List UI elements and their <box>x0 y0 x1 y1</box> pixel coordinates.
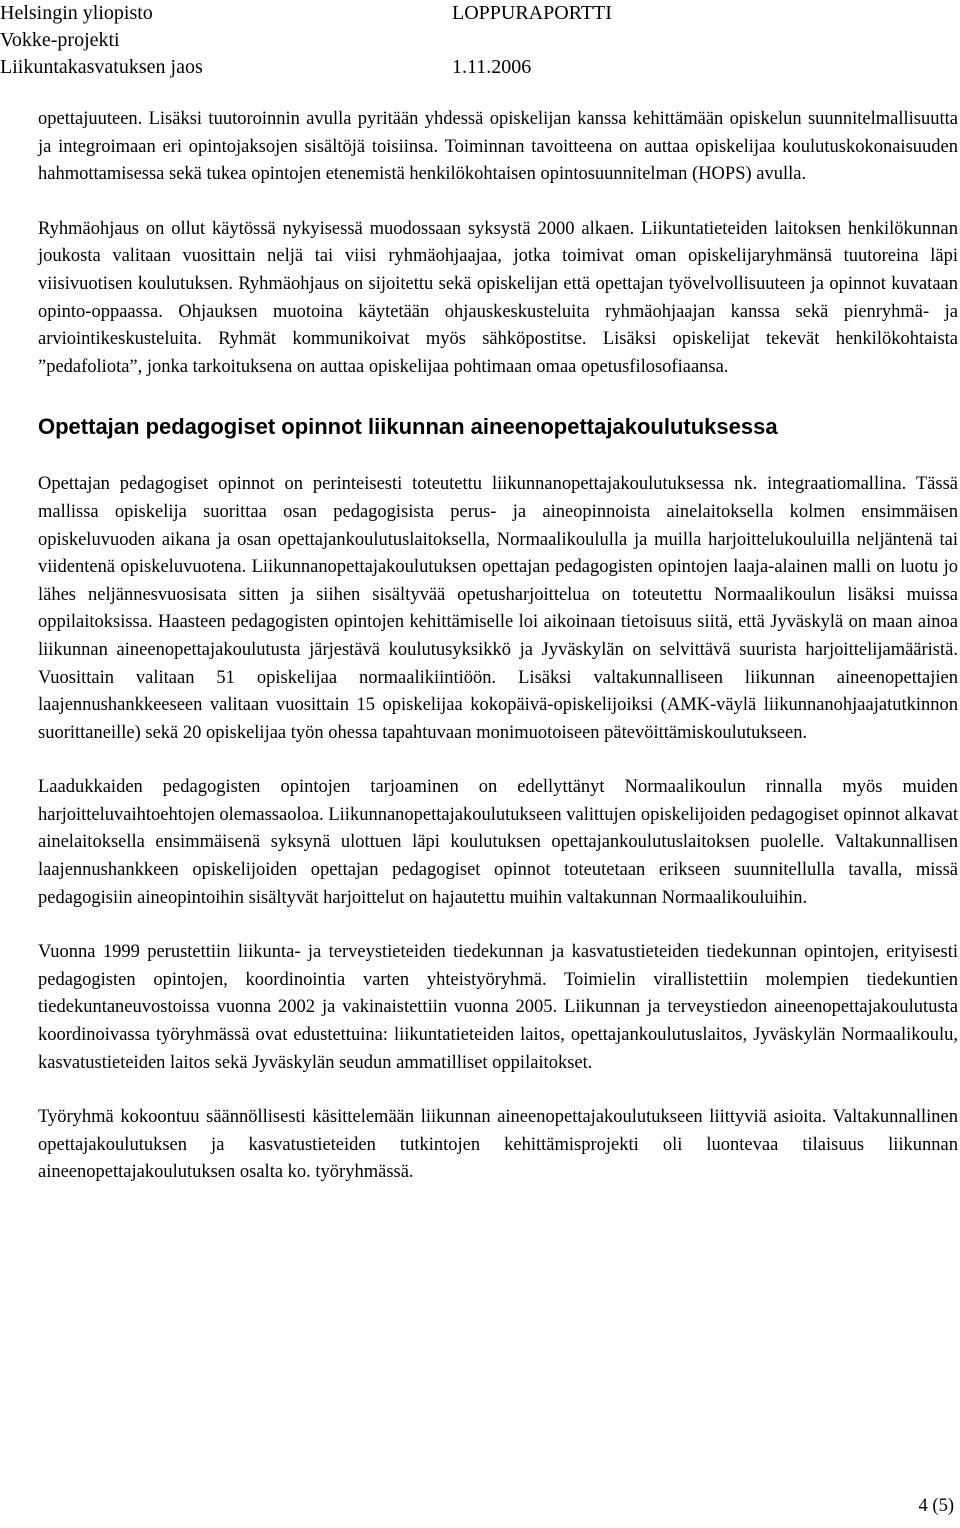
paragraph-tutoring: opettajuuteen. Lisäksi tuutoroinnin avulla pyritään yhdessä opiskelijan kanssa kehittämään opiskelun suunnitelmallisuutta ja integroimaan eri opintojaksojen sisältöjä toisiinsa. Toiminnan tavoitteena on auttaa opiskelijaa koulutuskokonaisuuden hahmottamisessa sekä tukea opintojen etenemistä henkilökohtaisen opintosuunnitelman (HOPS) avulla. <box>38 109 958 185</box>
page-number: 4 (5) <box>918 1496 954 1516</box>
header-left <box>0 0 203 81</box>
paragraph-integration-model: Opettajan pedagogiset opinnot on perinteisesti toteutettu liikunnanopettajakoulutuksessa nk. integraatiomallina. Tässä mallissa opiskelija suorittaa osan pedagogisista perus- ja aineopinnoista ainelaitoksella kolmen ensimmäisen opiskeluvuoden aikana ja osan opettajankoulutuslaitoksella, Normaalikoululla ja muilla harjoittelukouluilla neljäntenä tai viidentenä opiskeluvuotena. Liikunnanopettajakoulutuksen opettajan pedagogisten opintojen laaja-alainen malli on luotu jo lähes neljännesvuosisata sitten ja siihen sisältyvää opetusharjoittelua on toteutettu Normaalikoulun lisäksi muissa oppilaitoksissa. Haasteen pedagogisten opintojen kehittämiselle loi aikoinaan tietoisuus siitä, että Jyväskylä on maan ainoa liikunnan aineenopettajakoulutusta järjestävä koulutusyksikkö ja Jyväskylän on selvittävä suurista harjoittelijamääristä. Vuosittain valitaan 51 opiskelijaa normaalikiintiöön. Lisäksi valtakunnalliseen liikunnan aineenopettajien laajennushankkeeseen valitaan vuosittain 15 opiskelijaa kokopäivä-opiskelijoiksi (AMK-väylä liikunnanohjaajatutkinnon suorittaneille) sekä 20 opiskelijaa työn ohessa tapahtuvaan monimuotoiseen pätevöittämiskoulutukseen. <box>38 474 958 743</box>
header-spacer <box>452 27 612 54</box>
section-heading: Opettajan pedagogiset opinnot liikunnan aineenopettajakoulutuksessa <box>38 414 778 440</box>
header-department: Liikuntakasvatuksen jaos <box>0 56 203 78</box>
paragraph-working-group: Työryhmä kokoontuu säännöllisesti käsittelemään liikunnan aineenopettajakoulutukseen liittyviä asioita. Valtakunnallinen opettajakoulutuksen ja kasvatustieteiden tutkintojen kehittämisprojekti oli luontevaa tilaisuus liikunnan aineenopettajakoulutuksen osalta ko. työryhmässä. <box>38 1107 958 1183</box>
paragraph-group-guidance: Ryhmäohjaus on ollut käytössä nykyisessä muodossaan syksystä 2000 alkaen. Liikuntatieteiden laitoksen henkilökunnan joukosta valitaan vuosittain neljä tai viisi ryhmäohjaajaa, jotka toimivat oman opiskelijaryhmänsä tuutoreina läpi viisivuotisen koulutuksen. Ryhmäohjaus on sijoitettu sekä opiskelijan että opettajan työvelvollisuuteen ja opinnot kuvataan opinto-oppaassa. Ohjauksen muotoina käytetään ohjauskeskusteluita ryhmäohjaajan kanssa sekä pienryhmä- ja arviointikeskusteluita. Ryhmät kommunikoivat myös sähköpostitse. Lisäksi opiskelijat tekevät henkilökohtaista ”pedafoliota”, jonka tarkoituksena on auttaa opiskelijaa pohtimaan omaa opetusfilosofiaansa. <box>38 218 958 377</box>
header-report-type: LOPPURAPORTTI <box>452 2 612 24</box>
paragraph-training-options: Laadukkaiden pedagogisten opintojen tarjoaminen on edellyttänyt Normaalikoulun rinnalla myös muiden harjoitteluvaihtoehtojen olemassaoloa. Liikunnanopettajakoulutukseen valittujen opiskelijoiden pedagogiset opinnot alkavat ainelaitoksella ensimmäisenä syksynä ulottuen läpi koulutuksen opettajankoulutuslaitoksen puolelle. Valtakunnallisen laajennushankkeen opiskelijoiden opettajan pedagogiset opinnot toteutetaan erikseen suunnitellulla tavalla, missä pedagogisiin aineopintoihin sisältyvät harjoittelut on hajautettu muihin valtakunnan Normaalikouluihin. <box>38 777 958 908</box>
page-header <box>0 0 960 84</box>
header-right <box>452 0 612 81</box>
document-body <box>38 106 958 1187</box>
paragraph-cooperation-group: Vuonna 1999 perustettiin liikunta- ja terveystieteiden tiedekunnan ja kasvatustieteiden tiedekunnan opintojen, erityisesti pedagogisten opintojen, koordinointia varten yhteistyöryhmä. Toimielin virallistettiin molempien tiedekuntien tiedekuntaneuvostoissa vuonna 2002 ja vakinaistettiin vuonna 2005. Liikunnan ja terveystiedon aineenopettajakoulutusta koordinoivassa työryhmässä ovat edustettuina: liikuntatieteiden laitos, opettajankoulutuslaitos, Jyväskylän Normaalikoulu, kasvatustieteiden laitos sekä Jyväskylän seudun ammatilliset oppilaitokset. <box>38 942 958 1073</box>
header-project: Vokke-projekti <box>0 29 120 51</box>
header-date: 1.11.2006 <box>452 56 532 78</box>
header-institution: Helsingin yliopisto <box>0 2 153 24</box>
